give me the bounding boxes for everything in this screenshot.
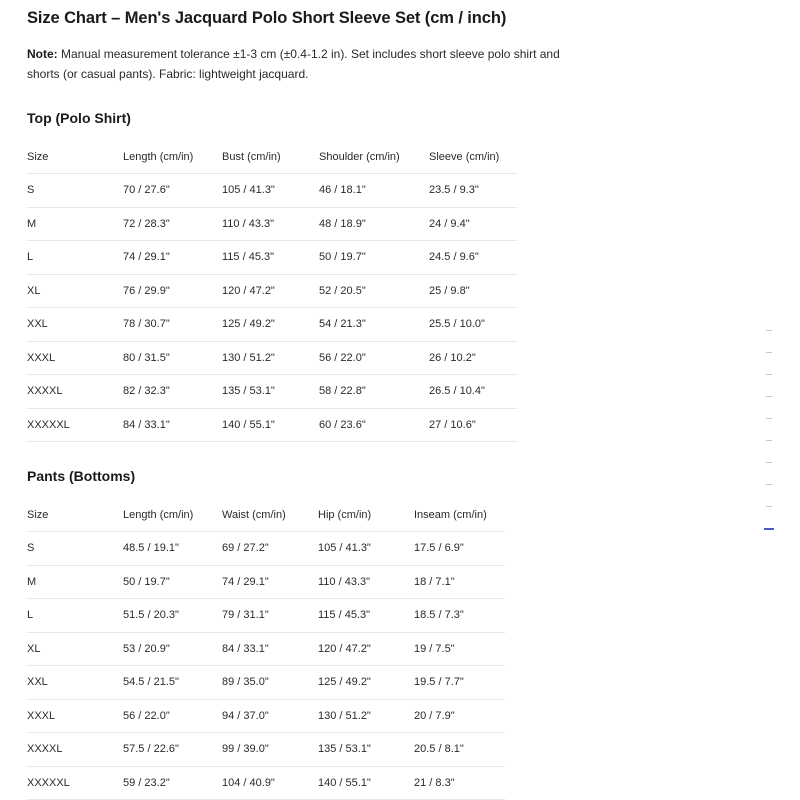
measurement-cell: 140 / 55.1"	[318, 766, 414, 800]
table-row	[27, 241, 517, 275]
section-nav-marker[interactable]	[766, 440, 772, 441]
table-row	[27, 408, 517, 442]
section-scroll-nav	[764, 330, 776, 530]
measurement-cell: 56 / 22.0"	[319, 341, 429, 375]
measurement-cell: 74 / 29.1"	[222, 565, 318, 599]
measurement-cell: 54.5 / 21.5"	[123, 666, 222, 700]
measurement-cell: 18.5 / 7.3"	[414, 599, 505, 633]
measurement-cell: 115 / 45.3"	[318, 599, 414, 633]
page-title: Size Chart – Men's Jacquard Polo Short Sleeve Set (cm / inch)	[27, 9, 507, 27]
measurement-cell: 76 / 29.9"	[123, 274, 222, 308]
note-paragraph	[27, 44, 572, 84]
measurement-cell: 48 / 18.9"	[319, 207, 429, 241]
measurement-cell: 130 / 51.2"	[318, 699, 414, 733]
section-nav-marker[interactable]	[766, 396, 772, 397]
measurement-cell: 46 / 18.1"	[319, 174, 429, 208]
column-header: Size	[27, 498, 123, 532]
section-nav-marker[interactable]	[764, 528, 774, 530]
measurement-cell: 19.5 / 7.7"	[414, 666, 505, 700]
measurement-cell: 115 / 45.3"	[222, 241, 319, 275]
measurement-cell: 84 / 33.1"	[222, 632, 318, 666]
table-row	[27, 733, 505, 767]
measurement-cell: 105 / 41.3"	[318, 532, 414, 566]
measurement-cell: 54 / 21.3"	[319, 308, 429, 342]
measurement-cell: 110 / 43.3"	[318, 565, 414, 599]
table-header-row	[27, 498, 505, 532]
measurement-cell: 48.5 / 19.1"	[123, 532, 222, 566]
column-header: Size	[27, 140, 123, 174]
pants-size-table	[27, 498, 505, 800]
size-label-cell: XXXXXL	[27, 766, 123, 800]
measurement-cell: 135 / 53.1"	[318, 733, 414, 767]
measurement-cell: 70 / 27.6"	[123, 174, 222, 208]
table-row	[27, 341, 517, 375]
measurement-cell: 74 / 29.1"	[123, 241, 222, 275]
size-label-cell: XXXL	[27, 699, 123, 733]
measurement-cell: 60 / 23.6"	[319, 408, 429, 442]
size-label-cell: S	[27, 174, 123, 208]
measurement-cell: 105 / 41.3"	[222, 174, 319, 208]
measurement-cell: 20.5 / 8.1"	[414, 733, 505, 767]
measurement-cell: 125 / 49.2"	[318, 666, 414, 700]
measurement-cell: 25 / 9.8"	[429, 274, 517, 308]
column-header: Shoulder (cm/in)	[319, 140, 429, 174]
measurement-cell: 140 / 55.1"	[222, 408, 319, 442]
measurement-cell: 53 / 20.9"	[123, 632, 222, 666]
size-label-cell: XL	[27, 274, 123, 308]
measurement-cell: 94 / 37.0"	[222, 699, 318, 733]
measurement-cell: 130 / 51.2"	[222, 341, 319, 375]
table-row	[27, 274, 517, 308]
measurement-cell: 19 / 7.5"	[414, 632, 505, 666]
measurement-cell: 84 / 33.1"	[123, 408, 222, 442]
measurement-cell: 56 / 22.0"	[123, 699, 222, 733]
measurement-cell: 24.5 / 9.6"	[429, 241, 517, 275]
table-header-row	[27, 140, 517, 174]
measurement-cell: 79 / 31.1"	[222, 599, 318, 633]
measurement-cell: 50 / 19.7"	[123, 565, 222, 599]
section-nav-marker[interactable]	[766, 352, 772, 353]
measurement-cell: 135 / 53.1"	[222, 375, 319, 409]
size-label-cell: XL	[27, 632, 123, 666]
table-row	[27, 699, 505, 733]
measurement-cell: 110 / 43.3"	[222, 207, 319, 241]
measurement-cell: 125 / 49.2"	[222, 308, 319, 342]
top-size-table	[27, 140, 517, 442]
size-label-cell: L	[27, 241, 123, 275]
table-row	[27, 375, 517, 409]
size-label-cell: M	[27, 565, 123, 599]
measurement-cell: 72 / 28.3"	[123, 207, 222, 241]
table-row	[27, 599, 505, 633]
column-header: Hip (cm/in)	[318, 498, 414, 532]
table-row	[27, 207, 517, 241]
column-header: Bust (cm/in)	[222, 140, 319, 174]
table-row	[27, 308, 517, 342]
size-label-cell: XXXXL	[27, 733, 123, 767]
measurement-cell: 23.5 / 9.3"	[429, 174, 517, 208]
section-nav-marker[interactable]	[766, 462, 772, 463]
size-label-cell: L	[27, 599, 123, 633]
note-text: Manual measurement tolerance ±1-3 cm (±0.4-1.2 in). Set includes short sleeve polo shirt and shorts (or casual pants). Fabric: lightweight jacquard.	[27, 47, 560, 81]
measurement-cell: 104 / 40.9"	[222, 766, 318, 800]
table-row	[27, 532, 505, 566]
table-row	[27, 766, 505, 800]
measurement-cell: 80 / 31.5"	[123, 341, 222, 375]
measurement-cell: 26.5 / 10.4"	[429, 375, 517, 409]
size-label-cell: XXXL	[27, 341, 123, 375]
measurement-cell: 24 / 9.4"	[429, 207, 517, 241]
section-nav-marker[interactable]	[766, 506, 772, 507]
measurement-cell: 21 / 8.3"	[414, 766, 505, 800]
section-nav-marker[interactable]	[766, 484, 772, 485]
size-label-cell: M	[27, 207, 123, 241]
measurement-cell: 120 / 47.2"	[318, 632, 414, 666]
table-row	[27, 632, 505, 666]
size-label-cell: XXXXXL	[27, 408, 123, 442]
table-row	[27, 565, 505, 599]
measurement-cell: 26 / 10.2"	[429, 341, 517, 375]
measurement-cell: 59 / 23.2"	[123, 766, 222, 800]
measurement-cell: 99 / 39.0"	[222, 733, 318, 767]
table-row	[27, 174, 517, 208]
measurement-cell: 18 / 7.1"	[414, 565, 505, 599]
column-header: Sleeve (cm/in)	[429, 140, 517, 174]
column-header: Length (cm/in)	[123, 498, 222, 532]
top-section-heading: Top (Polo Shirt)	[27, 110, 131, 126]
measurement-cell: 57.5 / 22.6"	[123, 733, 222, 767]
column-header: Inseam (cm/in)	[414, 498, 505, 532]
measurement-cell: 52 / 20.5"	[319, 274, 429, 308]
table-row	[27, 666, 505, 700]
column-header: Length (cm/in)	[123, 140, 222, 174]
measurement-cell: 50 / 19.7"	[319, 241, 429, 275]
section-nav-marker[interactable]	[766, 418, 772, 419]
size-label-cell: XXL	[27, 308, 123, 342]
measurement-cell: 89 / 35.0"	[222, 666, 318, 700]
note-label: Note:	[27, 47, 58, 61]
measurement-cell: 69 / 27.2"	[222, 532, 318, 566]
measurement-cell: 120 / 47.2"	[222, 274, 319, 308]
measurement-cell: 20 / 7.9"	[414, 699, 505, 733]
pants-section-heading: Pants (Bottoms)	[27, 468, 136, 484]
size-label-cell: S	[27, 532, 123, 566]
measurement-cell: 25.5 / 10.0"	[429, 308, 517, 342]
size-label-cell: XXXXL	[27, 375, 123, 409]
measurement-cell: 78 / 30.7"	[123, 308, 222, 342]
section-nav-marker[interactable]	[766, 330, 772, 331]
measurement-cell: 17.5 / 6.9"	[414, 532, 505, 566]
measurement-cell: 58 / 22.8"	[319, 375, 429, 409]
measurement-cell: 82 / 32.3"	[123, 375, 222, 409]
section-nav-marker[interactable]	[766, 374, 772, 375]
measurement-cell: 27 / 10.6"	[429, 408, 517, 442]
size-label-cell: XXL	[27, 666, 123, 700]
column-header: Waist (cm/in)	[222, 498, 318, 532]
measurement-cell: 51.5 / 20.3"	[123, 599, 222, 633]
